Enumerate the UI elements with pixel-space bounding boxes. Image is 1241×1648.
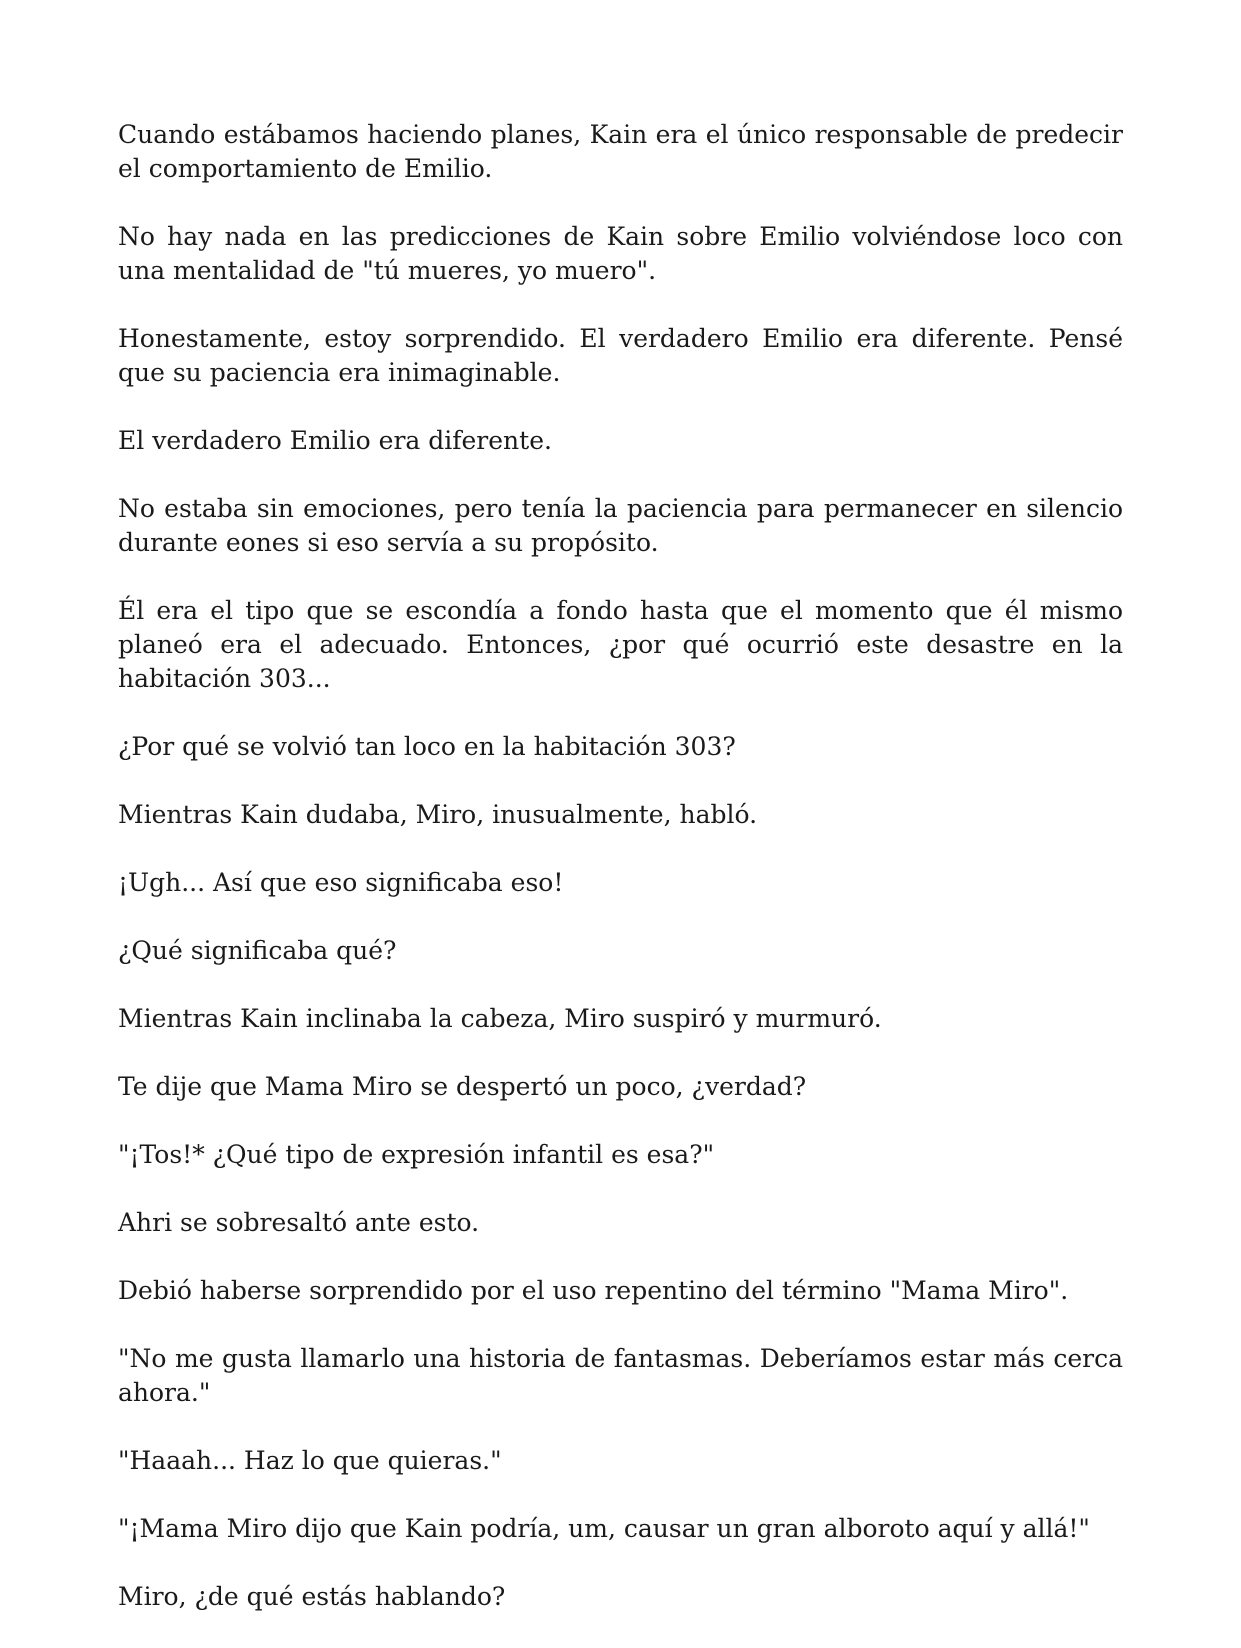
paragraph: Cuando estábamos haciendo planes, Kain era el único responsable de predecir el comportamiento de Emilio. — [118, 120, 1123, 183]
paragraph: Te dije que Mama Miro se despertó un poco, ¿verdad? — [118, 1072, 807, 1101]
paragraph: Mientras Kain inclinaba la cabeza, Miro suspiró y murmuró. — [118, 1004, 882, 1033]
paragraph: Él era el tipo que se escondía a fondo hasta que el momento que él mismo planeó era el adecuado. Entonces, ¿por qué ocurrió este desastre en la habitación 303... — [118, 596, 1123, 693]
paragraph: Ahri se sobresaltó ante esto. — [118, 1208, 480, 1237]
paragraph: ¿Por qué se volvió tan loco en la habitación 303? — [118, 732, 736, 761]
paragraph: El verdadero Emilio era diferente. — [118, 426, 552, 455]
paragraph: No estaba sin emociones, pero tenía la paciencia para permanecer en silencio durante eones si eso servía a su propósito. — [118, 494, 1123, 557]
paragraph: "¡Mama Miro dijo que Kain podría, um, causar un gran alboroto aquí y allá!" — [118, 1514, 1090, 1543]
paragraph: Honestamente, estoy sorprendido. El verdadero Emilio era diferente. Pensé que su paciencia era inimaginable. — [118, 324, 1123, 387]
paragraph: Miro, ¿de qué estás hablando? — [118, 1582, 506, 1611]
paragraph: ¡Ugh... Así que eso significaba eso! — [118, 868, 564, 897]
paragraph: Debió haberse sorprendido por el uso repentino del término "Mama Miro". — [118, 1276, 1069, 1305]
paragraph: Mientras Kain dudaba, Miro, inusualmente, habló. — [118, 800, 758, 829]
paragraph: "Haaah... Haz lo que quieras." — [118, 1446, 502, 1475]
paragraph: "¡Tos!* ¿Qué tipo de expresión infantil es esa?" — [118, 1140, 715, 1169]
paragraph: "No me gusta llamarlo una historia de fantasmas. Deberíamos estar más cerca ahora." — [118, 1344, 1123, 1407]
paragraph: ¿Qué significaba qué? — [118, 936, 397, 965]
paragraph: No hay nada en las predicciones de Kain sobre Emilio volviéndose loco con una mentalidad de "tú mueres, yo muero". — [118, 222, 1123, 285]
body-text — [118, 118, 1123, 1648]
